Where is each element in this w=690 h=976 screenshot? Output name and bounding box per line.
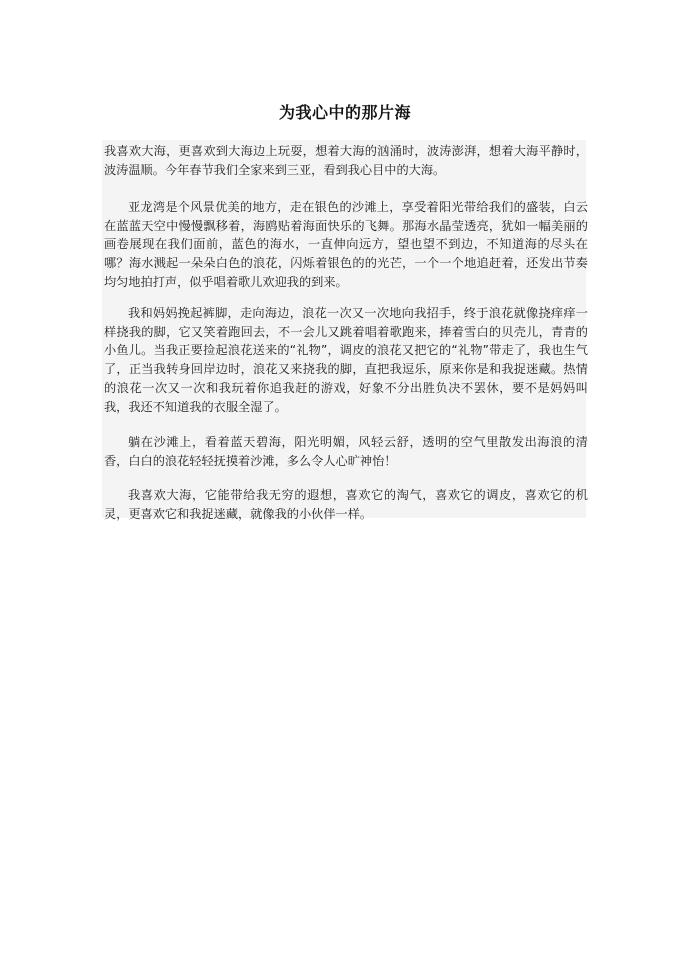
paragraph-1: 我喜欢大海，更喜欢到大海边上玩耍，想着大海的汹涌时，波涛澎湃，想着大海平静时，波涛温顺。今年春节我们全家来到三亚，看到我心目中的大海。 — [104, 144, 588, 177]
paragraph-2: 亚龙湾是个风景优美的地方，走在银色的沙滩上，享受着阳光带给我们的盛装，白云在蓝蓝天空中慢慢飘移着，海鸥贴着海面快乐的飞舞。那海水晶莹透亮，犹如一幅美丽的画卷展现在我们面前，蓝色的海水，一直伸向远方，望也望不到边，不知道海的尽头在哪？海水溅起一朵朵白色的浪花，闪烁着银色的的光芒，一个一个地追赶着，还发出节奏均匀地拍打声，似乎唱着歌儿欢迎我的到来。 — [104, 200, 588, 289]
document-title: 为我心中的那片海 — [278, 103, 411, 122]
paragraph-5: 我喜欢大海，它能带给我无穷的遐想，喜欢它的淘气，喜欢它的调皮，喜欢它的机灵，更喜欢它和我捉迷藏，就像我的小伙伴一样。 — [104, 488, 588, 521]
paragraph-3: 我和妈妈挽起裤脚，走向海边，浪花一次又一次地向我招手，终于浪花就像挠痒痒一样挠我的脚，它又笑着跑回去，不一会儿又跳着唱着歌跑来，捧着雪白的贝壳儿，青青的小鱼儿。当我正要捡起浪花送来的“礼物”，调皮的浪花又把它的“礼物”带走了，我也生气了，正当我转身回岸边时，浪花又来挠我的脚，直把我逗乐，原来你是和我捉迷藏。热情的浪花一次又一次和我玩着你追我赶的游戏，好象不分出胜负决不罢休，要不是妈妈叫我，我还不知道我的衣服全湿了。 — [104, 306, 588, 414]
paragraph-4: 躺在沙滩上，看着蓝天碧海，阳光明媚，风轻云舒，透明的空气里散发出海浪的清香，白白的浪花轻轻抚摸着沙滩，多么令人心旷神怡！ — [104, 435, 588, 468]
